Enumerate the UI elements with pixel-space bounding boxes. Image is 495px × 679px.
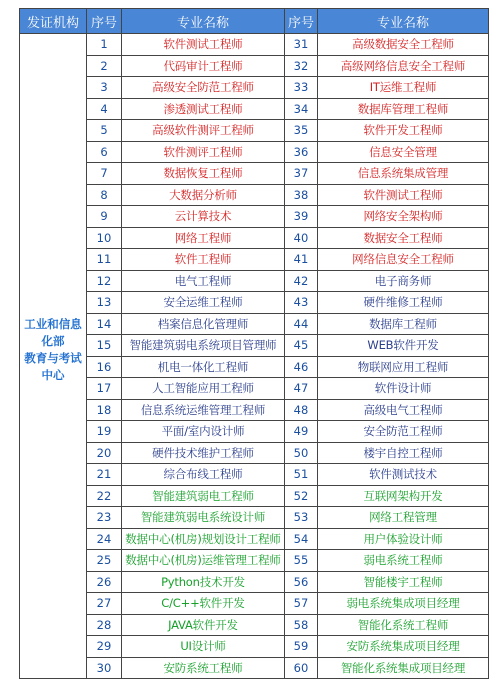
table-row [20,507,489,529]
major-name: 信息系统运维管理工程师 [122,399,285,421]
seq-number: 44 [285,313,318,335]
seq-number: 42 [285,270,318,292]
major-name: 大数据分析师 [122,184,285,206]
seq-number: 39 [285,206,318,228]
major-name: 软件测评工程师 [122,141,285,163]
major-name: 智能楼宇工程师 [318,571,489,593]
header-org: 发证机构 [20,9,87,34]
certification-table [19,8,489,679]
table-row [20,464,489,486]
major-name: JAVA软件开发 [122,614,285,636]
header-row [20,9,489,34]
major-name: 网络信息安全工程师 [318,249,489,271]
table-row [20,485,489,507]
issuing-org-line: 化部 [41,334,65,348]
major-name: UI设计师 [122,636,285,658]
seq-number: 46 [285,356,318,378]
major-name: 网络工程师 [122,227,285,249]
seq-number: 4 [87,98,122,120]
major-name: 电气工程师 [122,270,285,292]
major-name: 渗透测试工程师 [122,98,285,120]
major-name: 软件测试工程师 [122,34,285,56]
table-row [20,657,489,679]
table-row [20,98,489,120]
seq-number: 47 [285,378,318,400]
major-name: 电子商务师 [318,270,489,292]
seq-number: 45 [285,335,318,357]
seq-number: 2 [87,55,122,77]
table-row [20,227,489,249]
seq-number: 36 [285,141,318,163]
seq-number: 5 [87,120,122,142]
seq-number: 49 [285,421,318,443]
issuing-org [20,34,87,679]
seq-number: 24 [87,528,122,550]
seq-number: 52 [285,485,318,507]
major-name: 数据安全工程师 [318,227,489,249]
seq-number: 34 [285,98,318,120]
table-row [20,636,489,658]
major-name: 用户体验设计师 [318,528,489,550]
major-name: 平面/室内设计师 [122,421,285,443]
seq-number: 55 [285,550,318,572]
major-name: 代码审计工程师 [122,55,285,77]
table-row [20,55,489,77]
seq-number: 56 [285,571,318,593]
major-name: 智能化系统集成项目经理 [318,657,489,679]
major-name: 物联网应用工程师 [318,356,489,378]
major-name: 数据恢复工程师 [122,163,285,185]
seq-number: 20 [87,442,122,464]
major-name: 综合布线工程师 [122,464,285,486]
seq-number: 51 [285,464,318,486]
seq-number: 27 [87,593,122,615]
table-row [20,206,489,228]
major-name: 安全运维工程师 [122,292,285,314]
major-name: 档案信息化管理师 [122,313,285,335]
seq-number: 23 [87,507,122,529]
major-name: WEB软件开发 [318,335,489,357]
major-name: 数据中心(机房)规划设计工程师 [122,528,285,550]
major-name: 数据中心(机房)运维管理工程师 [122,550,285,572]
header-num-2: 序号 [285,9,318,34]
major-name: 互联网架构开发 [318,485,489,507]
seq-number: 58 [285,614,318,636]
major-name: 楼宇自控工程师 [318,442,489,464]
major-name: 软件工程师 [122,249,285,271]
major-name: 硬件维修工程师 [318,292,489,314]
header-name-2: 专业名称 [318,9,489,34]
seq-number: 54 [285,528,318,550]
seq-number: 53 [285,507,318,529]
seq-number: 50 [285,442,318,464]
major-name: 安防系统集成项目经理 [318,636,489,658]
major-name: 高级软件测评工程师 [122,120,285,142]
major-name: IT运维工程师 [318,77,489,99]
major-name: 软件测试技术 [318,464,489,486]
seq-number: 1 [87,34,122,56]
major-name: 高级电气工程师 [318,399,489,421]
table-row [20,163,489,185]
table-row [20,356,489,378]
table-row [20,593,489,615]
major-name: 数据库管理工程师 [318,98,489,120]
major-name: 高级网络信息安全工程师 [318,55,489,77]
table-row [20,528,489,550]
major-name: 高级数据安全工程师 [318,34,489,56]
table-row [20,270,489,292]
seq-number: 14 [87,313,122,335]
seq-number: 29 [87,636,122,658]
seq-number: 22 [87,485,122,507]
seq-number: 25 [87,550,122,572]
seq-number: 11 [87,249,122,271]
table-row [20,399,489,421]
major-name: C/C++软件开发 [122,593,285,615]
seq-number: 33 [285,77,318,99]
seq-number: 17 [87,378,122,400]
issuing-org-line: 教育与考试 [24,351,82,365]
seq-number: 8 [87,184,122,206]
seq-number: 40 [285,227,318,249]
table-row [20,614,489,636]
seq-number: 28 [87,614,122,636]
major-name: 智能建筑弱电系统设计师 [122,507,285,529]
seq-number: 38 [285,184,318,206]
major-name: 软件开发工程师 [318,120,489,142]
major-name: 弱电系统工程师 [318,550,489,572]
seq-number: 30 [87,657,122,679]
major-name: 网络安全架构师 [318,206,489,228]
major-name: 信息安全管理 [318,141,489,163]
seq-number: 10 [87,227,122,249]
issuing-org-line: 中心 [41,368,65,382]
table-row [20,571,489,593]
major-name: 智能建筑弱电工程师 [122,485,285,507]
seq-number: 19 [87,421,122,443]
seq-number: 31 [285,34,318,56]
seq-number: 41 [285,249,318,271]
table-row [20,184,489,206]
seq-number: 59 [285,636,318,658]
table-row [20,550,489,572]
table-row [20,378,489,400]
table-row [20,77,489,99]
table-row [20,120,489,142]
major-name: 硬件技术维护工程师 [122,442,285,464]
major-name: 软件测试工程师 [318,184,489,206]
seq-number: 9 [87,206,122,228]
major-name: 智能化系统工程师 [318,614,489,636]
seq-number: 60 [285,657,318,679]
major-name: Python技术开发 [122,571,285,593]
seq-number: 48 [285,399,318,421]
major-name: 机电一体化工程师 [122,356,285,378]
table-row [20,313,489,335]
table-row [20,141,489,163]
major-name: 软件设计师 [318,378,489,400]
major-name: 信息系统集成管理 [318,163,489,185]
table-row [20,335,489,357]
seq-number: 32 [285,55,318,77]
seq-number: 13 [87,292,122,314]
major-name: 智能建筑弱电系统项目管理师 [122,335,285,357]
issuing-org-line: 工业和信息 [24,317,82,331]
table-row [20,34,489,56]
table-row [20,292,489,314]
table-row [20,442,489,464]
header-num-1: 序号 [87,9,122,34]
seq-number: 21 [87,464,122,486]
major-name: 人工智能应用工程师 [122,378,285,400]
table-row [20,421,489,443]
table-row [20,249,489,271]
major-name: 网络工程管理 [318,507,489,529]
major-name: 安全防范工程师 [318,421,489,443]
seq-number: 43 [285,292,318,314]
seq-number: 37 [285,163,318,185]
seq-number: 35 [285,120,318,142]
seq-number: 16 [87,356,122,378]
major-name: 云计算技术 [122,206,285,228]
seq-number: 7 [87,163,122,185]
seq-number: 3 [87,77,122,99]
seq-number: 18 [87,399,122,421]
seq-number: 6 [87,141,122,163]
major-name: 高级安全防范工程师 [122,77,285,99]
major-name: 弱电系统集成项目经理 [318,593,489,615]
major-name: 数据库工程师 [318,313,489,335]
seq-number: 12 [87,270,122,292]
seq-number: 57 [285,593,318,615]
major-name: 安防系统工程师 [122,657,285,679]
seq-number: 26 [87,571,122,593]
header-name-1: 专业名称 [122,9,285,34]
seq-number: 15 [87,335,122,357]
